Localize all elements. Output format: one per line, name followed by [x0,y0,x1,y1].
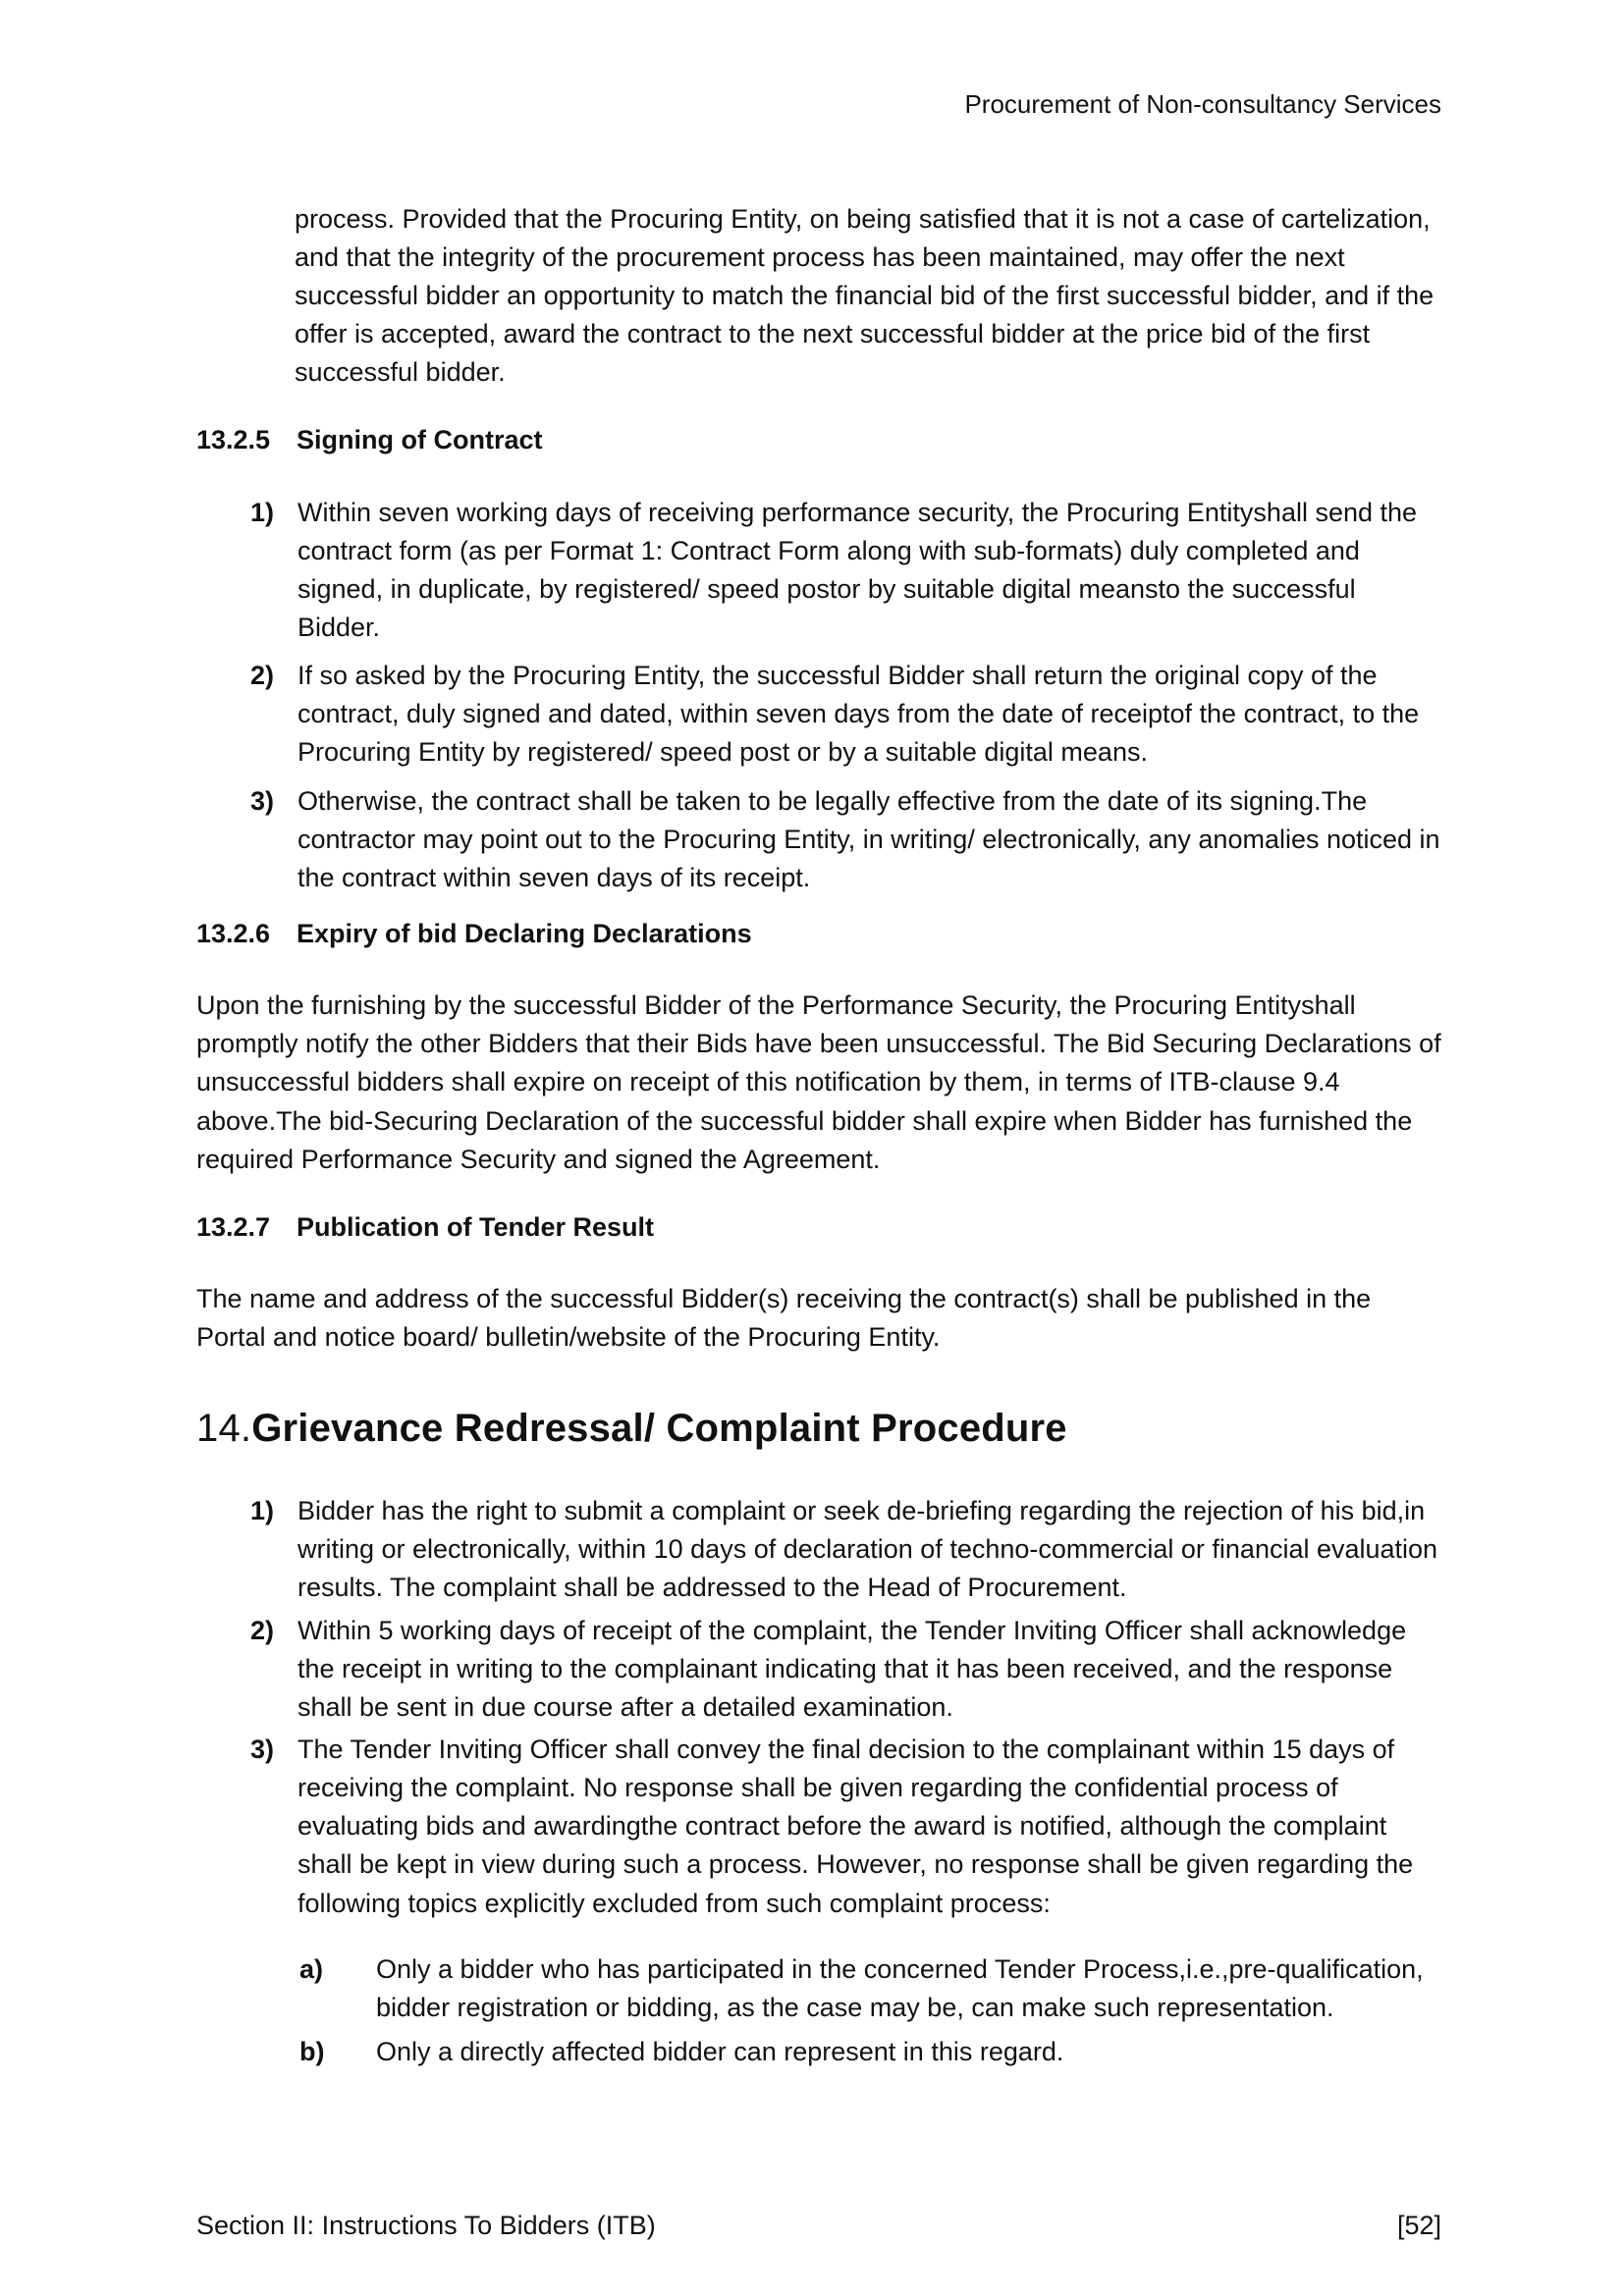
list-item-text: Within 5 working days of receipt of the complaint, the Tender Inviting Officer shall acknowledge the receipt in writing to the complainant indicating that it has been received, and the response shall be sent in due course after a detailed examination. [298,1615,1407,1722]
publication-paragraph: The name and address of the successful Bidder(s) receiving the contract(s) shall be published in the Portal and notice board/ bulletin/website of the Procuring Entity. [196,1283,1372,1353]
section-number: 13.2.6 [196,918,271,948]
sublist-item [299,1950,1441,2027]
section-title: Grievance Redressal/ Complaint Procedure [251,1407,1067,1451]
list-item-text: Within seven working days of receiving performance security, the Procuring Entityshall send the contract form (as per Format 1: Contract Form along with sub-formats) duly completed and signed, in duplicate, by registered/ speed postor by suitable digital meansto the successful Bidder. [298,497,1418,642]
section-number: 13.2.5 [196,425,271,455]
list-item [250,657,1441,772]
header-title: Procurement of Non-consultancy Services [964,89,1441,119]
expiry-paragraph: Upon the furnishing by the successful Bidder of the Performance Security, the Procuring Entityshall promptly notify the other Bidders that their Bids have been unsuccessful. The Bid Securing Declarations of unsuccessful bidders shall expire on receipt of this notification by them, in terms of ITB-clause 9.4 above.The bid-Securing Declaration of the successful bidder shall expire when Bidder has furnished the required Performance Security and signed the Agreement. [196,990,1441,1174]
list-item-marker: 1) [250,497,275,527]
list-item-text: If so asked by the Procuring Entity, the successful Bidder shall return the original copy of the contract, duly signed and dated, within seven days from the date of receiptof the contract, to the Procuring Entity by registered/ speed post or by a suitable digital means. [298,661,1420,768]
list-item-marker: 1) [250,1496,275,1526]
sublist-item-text: Only a bidder who has participated in the concerned Tender Process,i.e.,pre-qualification, bidder registration or bidding, as the case may be, can make such representation. [376,1953,1424,2022]
section-heading-13-2-5 [196,421,1441,459]
list-item [250,1492,1441,1607]
section-number: 13.2.7 [196,1211,271,1242]
list-item-marker: 2) [250,661,275,691]
section-title: Signing of Contract [297,425,543,455]
footer-page-number: [52] [1396,2210,1441,2240]
page-header [196,86,1441,124]
complaint-exclusions-sublist [196,1950,1441,2071]
list-item-text: The Tender Inviting Officer shall convey the final decision to the complainant within 15 days of receiving the complaint. No response shall be given regarding the confidential process of evaluating bids and awardingthe contract before the award is notified, although the complaint shall be kept in view during such a process. However, no response shall be given regarding the following topics explicitly excluded from such complaint process: [298,1735,1414,1918]
section-title: Publication of Tender Result [297,1211,655,1242]
section-heading-14 [196,1400,1441,1457]
section-heading-13-2-6 [196,915,1441,953]
list-item-marker: 3) [250,785,275,816]
sublist-item-marker: b) [299,2037,325,2067]
sublist-item-marker: a) [299,1953,324,1984]
list-item [250,494,1441,648]
grievance-procedure-list [196,1492,1441,2071]
list-item-text: Bidder has the right to submit a complaint or seek de-briefing regarding the rejection of his bid,in writing or electronically, within 10 days of declaration of techno-commercial or financial evaluation results. The complaint shall be addressed to the Head of Procurement. [298,1496,1438,1603]
list-item-text: Otherwise, the contract shall be taken to be legally effective from the date of its signing.The contractor may point out to the Procuring Entity, in writing/ electronically, any anomalies noticed in the contract within seven days of its receipt. [298,785,1440,892]
page-footer [196,2207,1441,2245]
list-item [250,1612,1441,1727]
sublist-item [299,2033,1441,2071]
list-item-marker: 2) [250,1615,275,1645]
signing-of-contract-list [196,494,1441,897]
sublist-item-text: Only a directly affected bidder can represent in this regard. [376,2037,1064,2067]
section-title: Expiry of bid Declaring Declarations [297,918,752,948]
footer-section-label: Section II: Instructions To Bidders (ITB) [196,2210,656,2240]
section-number: 14. [196,1407,252,1451]
section-heading-13-2-7 [196,1208,1441,1247]
list-item-marker: 3) [250,1735,275,1765]
list-item [250,1731,1441,1923]
list-item [250,782,1441,897]
intro-paragraph: process. Provided that the Procuring Entity, on being satisfied that it is not a case of cartelization, and that the integrity of the procurement process has been maintained, may offer the next successful bidder an opportunity to match the financial bid of the first successful bidder, and if the offer is accepted, award the contract to the next successful bidder at the price bid of the first successful bidder. [295,203,1435,388]
